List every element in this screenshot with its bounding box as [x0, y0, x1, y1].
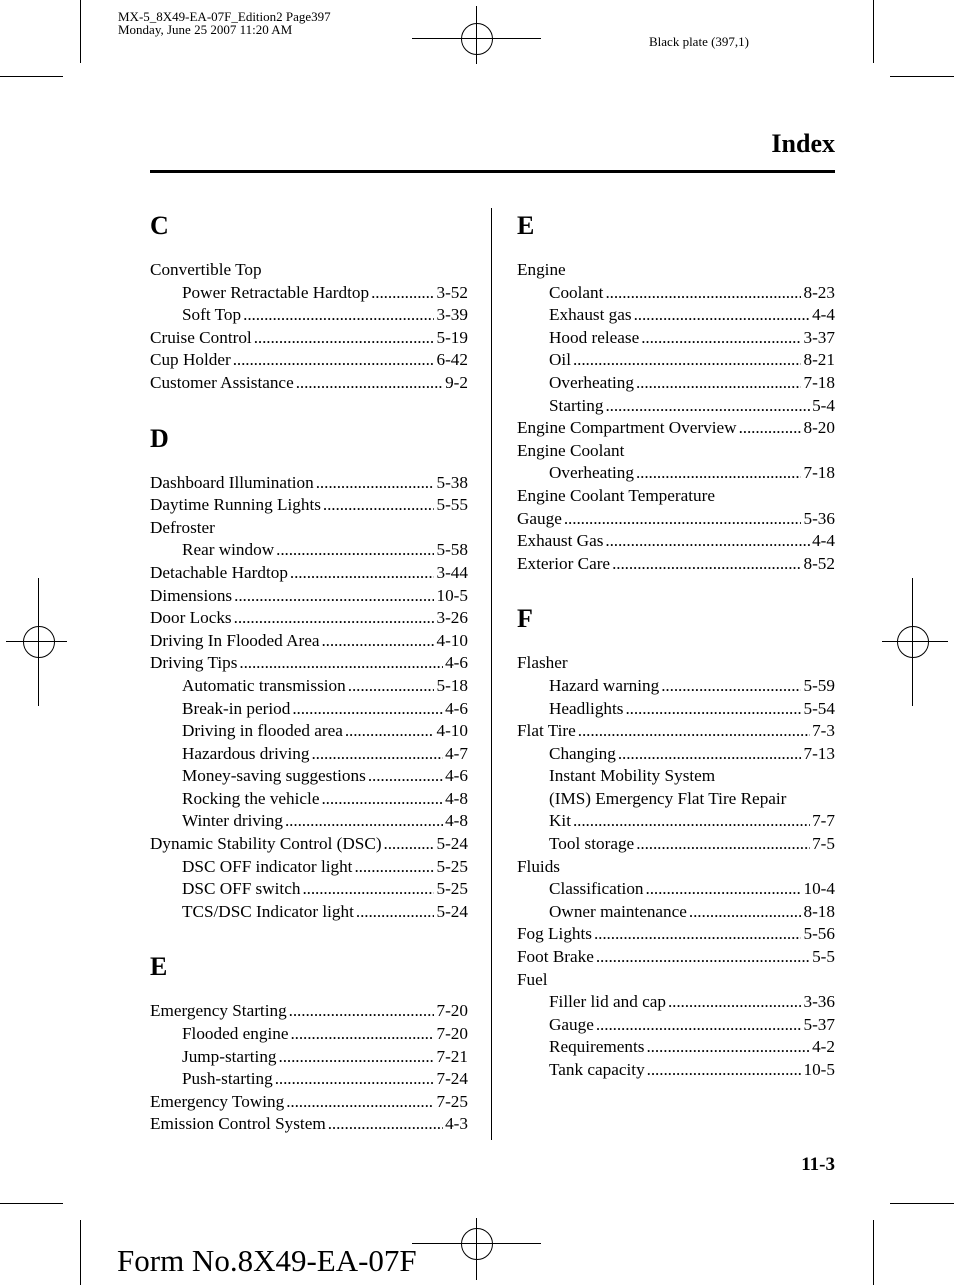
entry-term: Coolant [549, 282, 604, 302]
dot-leader [286, 1091, 434, 1114]
entry-page: 7-21 [436, 1046, 468, 1066]
dot-leader [636, 372, 802, 395]
entry-term: Automatic transmission [182, 675, 346, 695]
index-subentry [150, 304, 468, 327]
section-letter: D [150, 423, 169, 453]
entry-term: Power Retractable Hardtop [182, 282, 370, 302]
entry-page: 4-3 [445, 1114, 468, 1134]
entry-page: 7-5 [812, 834, 835, 854]
entry-page: 5-59 [803, 675, 835, 695]
entry-term: Driving Tips [150, 653, 238, 673]
entry-page: 7-7 [812, 811, 835, 831]
dot-leader [279, 1046, 435, 1069]
entry-page: 7-18 [803, 372, 835, 392]
index-entry [517, 946, 835, 969]
dot-leader [646, 878, 802, 901]
section-gap [150, 923, 468, 949]
index-entry [150, 1091, 468, 1114]
entry-term: Fog Lights [517, 924, 592, 944]
entry-page: 3-52 [436, 282, 468, 302]
entry-term: Cruise Control [150, 327, 252, 347]
index-entry [150, 517, 468, 540]
entry-term: Push-starting [182, 1069, 273, 1089]
entry-page: 5-54 [803, 698, 835, 718]
dot-leader [354, 856, 434, 879]
index-entry [517, 530, 835, 553]
dot-leader [625, 698, 801, 721]
dot-leader [328, 1113, 443, 1136]
dot-leader [739, 417, 802, 440]
dot-leader [564, 508, 802, 531]
entry-page: 3-37 [803, 327, 835, 347]
index-subentry [517, 327, 835, 350]
dot-leader [292, 698, 443, 721]
entry-term: Jump-starting [182, 1046, 277, 1066]
index-subentry [517, 698, 835, 721]
index-subentry [517, 743, 835, 766]
index-subentry [150, 282, 468, 305]
plate-label: Black plate (397,1) [649, 34, 749, 49]
title-rule [150, 170, 835, 173]
index-subentry [517, 788, 835, 811]
entry-term: Rocking the vehicle [182, 788, 320, 808]
index-entry [517, 652, 835, 675]
entry-page: 5-24 [436, 834, 468, 854]
entry-page: 4-6 [445, 766, 468, 786]
index-subentry [150, 878, 468, 901]
entry-page: 4-6 [445, 698, 468, 718]
entry-term: Exterior Care [517, 553, 611, 573]
dot-leader [368, 765, 443, 788]
entry-page: 4-4 [812, 305, 835, 325]
entry-page: 4-6 [445, 653, 468, 673]
index-subentry [150, 1046, 468, 1069]
entry-page: 5-18 [436, 675, 468, 695]
index-subentry [517, 675, 835, 698]
entry-page: 7-25 [436, 1091, 468, 1111]
index-entry [150, 472, 468, 495]
index-subentry [517, 395, 835, 418]
dot-leader [634, 304, 810, 327]
entry-term: Flasher [517, 653, 568, 673]
index-column-right [517, 208, 835, 1082]
entry-page: 4-4 [812, 531, 835, 551]
entry-term: Owner maintenance [549, 901, 687, 921]
entry-term: Instant Mobility System [549, 766, 716, 786]
entry-term: Detachable Hardtop [150, 562, 288, 582]
page-number: 11-3 [801, 1154, 835, 1175]
entry-term: Overheating [549, 372, 634, 392]
entry-page: 5-5 [812, 947, 835, 967]
slug-file-line: MX-5_8X49-EA-07F_Edition2 Page397 [118, 9, 331, 24]
index-subentry [517, 991, 835, 1014]
entry-term: Hazard warning [549, 675, 660, 695]
entry-term: Soft Top [182, 305, 242, 325]
entry-term: Engine Coolant Temperature [517, 485, 715, 505]
entry-term: Headlights [549, 698, 624, 718]
entry-page: 3-36 [803, 992, 835, 1012]
entry-term: Daytime Running Lights [150, 495, 321, 515]
entry-term: Flooded engine [182, 1024, 289, 1044]
index-entry [150, 494, 468, 517]
dot-leader [316, 472, 435, 495]
dot-leader [234, 607, 435, 630]
entry-term: Gauge [517, 508, 562, 528]
dot-leader [573, 349, 802, 372]
entry-page: 5-56 [803, 924, 835, 944]
entry-term: Hood release [549, 327, 640, 347]
dot-leader [356, 901, 435, 924]
entry-term: Dashboard Illumination [150, 472, 314, 492]
entry-page: 3-44 [436, 562, 468, 582]
dot-leader [371, 282, 434, 305]
entry-term: Gauge [549, 1014, 594, 1034]
dot-leader [647, 1059, 802, 1082]
index-entry [150, 585, 468, 608]
entry-term: DSC OFF indicator light [182, 856, 353, 876]
entry-term: Classification [549, 879, 644, 899]
dot-leader [243, 304, 434, 327]
index-subentry [517, 1036, 835, 1059]
entry-term: Kit [549, 811, 571, 831]
column-divider [491, 208, 492, 1140]
entry-term: Flat Tire [517, 721, 576, 741]
entry-page: 4-2 [812, 1037, 835, 1057]
index-subentry [517, 810, 835, 833]
entry-page: 5-25 [436, 879, 468, 899]
index-subentry [517, 372, 835, 395]
entry-page: 4-10 [436, 721, 468, 741]
entry-page: 7-20 [436, 1024, 468, 1044]
dot-leader [239, 652, 443, 675]
entry-page: 8-52 [803, 553, 835, 573]
dot-leader [348, 675, 435, 698]
dot-leader [323, 494, 435, 517]
dot-leader [605, 282, 801, 305]
entry-term: Fuel [517, 969, 548, 989]
dot-leader [302, 878, 434, 901]
entry-term: Exhaust Gas [517, 531, 604, 551]
index-subentry [150, 1023, 468, 1046]
index-entry [517, 553, 835, 576]
index-entry [517, 508, 835, 531]
index-entry [150, 833, 468, 856]
entry-term: (IMS) Emergency Flat Tire Repair [549, 788, 787, 808]
index-entry [150, 349, 468, 372]
dot-leader [321, 788, 443, 811]
entry-term: Engine [517, 260, 566, 279]
index-entry [150, 630, 468, 653]
entry-term: Requirements [549, 1037, 645, 1057]
section-letter: C [150, 211, 169, 240]
dot-leader [285, 810, 443, 833]
entry-term: Starting [549, 395, 604, 415]
dot-leader [618, 743, 802, 766]
dot-leader [596, 1014, 802, 1037]
dot-leader [321, 630, 434, 653]
entry-term: Rear window [182, 540, 275, 560]
index-subentry [150, 539, 468, 562]
entry-page: 8-23 [803, 282, 835, 302]
dot-leader [578, 720, 810, 743]
dot-leader [345, 720, 435, 743]
entry-page: 5-4 [812, 395, 835, 415]
entry-term: Engine Compartment Overview [517, 418, 737, 438]
dot-leader [234, 585, 434, 608]
dot-leader [605, 395, 810, 418]
entry-term: Hazardous driving [182, 743, 310, 763]
entry-page: 10-5 [436, 585, 468, 605]
section-gap [150, 395, 468, 421]
entry-page: 5-37 [803, 1014, 835, 1034]
index-entry [150, 652, 468, 675]
entry-page: 7-18 [803, 463, 835, 483]
entry-term: DSC OFF switch [182, 879, 301, 899]
dot-leader [254, 327, 435, 350]
dot-leader [646, 1036, 810, 1059]
entry-page: 5-36 [803, 508, 835, 528]
index-subentry [517, 304, 835, 327]
entry-page: 5-25 [436, 856, 468, 876]
index-subentry [150, 698, 468, 721]
index-subentry [517, 765, 835, 788]
entry-term: Break-in period [182, 698, 291, 718]
index-entry [517, 485, 835, 508]
entry-page: 3-26 [436, 608, 468, 628]
entry-page: 5-38 [436, 472, 468, 492]
entry-page: 5-55 [436, 495, 468, 515]
entry-term: Emission Control System [150, 1114, 326, 1134]
slug-date-line: Monday, June 25 2007 11:20 AM [118, 22, 293, 37]
index-subentry [517, 462, 835, 485]
entry-term: TCS/DSC Indicator light [182, 901, 354, 921]
entry-term: Tank capacity [549, 1060, 645, 1079]
dot-leader [290, 562, 435, 585]
page-title: Index [771, 129, 835, 158]
dot-leader [384, 833, 435, 856]
entry-page: 7-20 [436, 1001, 468, 1021]
index-subentry [150, 788, 468, 811]
entry-page: 10-4 [803, 879, 835, 899]
entry-page: 7-13 [803, 743, 835, 763]
dot-leader [636, 833, 810, 856]
entry-page: 4-8 [445, 788, 468, 808]
section-letter: E [150, 952, 168, 982]
form-number: Form No.8X49-EA-07F [117, 1243, 417, 1278]
entry-page: 4-8 [445, 811, 468, 831]
index-subentry [517, 833, 835, 856]
entry-term: Oil [549, 350, 571, 370]
section-letter: E [517, 211, 535, 240]
index-entry [150, 259, 468, 282]
entry-term: Dimensions [150, 585, 233, 605]
dot-leader [641, 327, 801, 350]
index-subentry [517, 1059, 835, 1082]
entry-term: Defroster [150, 517, 215, 537]
index-subentry [517, 878, 835, 901]
index-subentry [150, 901, 468, 924]
entry-term: Driving in flooded area [182, 721, 343, 741]
section-letter: F [517, 604, 533, 634]
index-subentry [517, 282, 835, 305]
index-column-left [150, 208, 468, 1136]
entry-term: Dynamic Stability Control (DSC) [150, 834, 382, 854]
index-entry [517, 720, 835, 743]
entry-term: Engine Coolant [517, 440, 625, 460]
entry-term: Overheating [549, 463, 634, 483]
dot-leader [311, 743, 443, 766]
dot-leader [668, 991, 802, 1014]
entry-term: Cup Holder [150, 350, 231, 370]
entry-page: 4-10 [436, 630, 468, 650]
entry-page: 7-24 [436, 1069, 468, 1089]
entry-page: 9-2 [445, 372, 468, 392]
entry-term: Filler lid and cap [549, 992, 666, 1012]
dot-leader [636, 462, 802, 485]
index-entry [150, 372, 468, 395]
entry-term: Convertible Top [150, 260, 262, 279]
entry-page: 8-18 [803, 901, 835, 921]
index-subentry [150, 765, 468, 788]
dot-leader [605, 530, 810, 553]
dot-leader [296, 372, 443, 395]
index-entry [150, 1113, 468, 1136]
dot-leader [233, 349, 435, 372]
entry-page: 4-7 [445, 743, 468, 763]
entry-term: Money-saving suggestions [182, 766, 366, 786]
index-subentry [517, 901, 835, 924]
dot-leader [661, 675, 801, 698]
index-entry [150, 327, 468, 350]
index-subentry [150, 720, 468, 743]
dot-leader [596, 946, 810, 969]
index-entry [517, 259, 835, 282]
entry-term: Fluids [517, 856, 560, 876]
index-entry [517, 969, 835, 992]
dot-leader [275, 1068, 435, 1091]
entry-page: 5-24 [436, 901, 468, 921]
entry-page: 3-39 [436, 305, 468, 325]
dot-leader [573, 810, 810, 833]
entry-page: 6-42 [436, 350, 468, 370]
index-entry [517, 856, 835, 879]
index-subentry [150, 810, 468, 833]
entry-page: 5-58 [436, 540, 468, 560]
entry-term: Driving In Flooded Area [150, 630, 320, 650]
entry-page: 8-20 [803, 418, 835, 438]
dot-leader [689, 901, 802, 924]
index-entry [150, 1000, 468, 1023]
index-subentry [150, 743, 468, 766]
index-entry [517, 440, 835, 463]
entry-term: Foot Brake [517, 947, 594, 967]
section-gap [517, 575, 835, 601]
index-subentry [150, 1068, 468, 1091]
dot-leader [276, 539, 434, 562]
entry-page: 8-21 [803, 350, 835, 370]
entry-term: Emergency Towing [150, 1091, 285, 1111]
index-subentry [150, 856, 468, 879]
dot-leader [612, 553, 801, 576]
index-subentry [517, 1014, 835, 1037]
entry-term: Door Locks [150, 608, 232, 628]
dot-leader [594, 923, 802, 946]
entry-term: Emergency Starting [150, 1001, 287, 1021]
entry-term: Exhaust gas [549, 305, 632, 325]
entry-term: Tool storage [549, 834, 635, 854]
index-subentry [517, 349, 835, 372]
entry-page: 5-19 [436, 327, 468, 347]
index-entry [150, 562, 468, 585]
entry-term: Winter driving [182, 811, 283, 831]
dot-leader [289, 1000, 435, 1023]
index-subentry [150, 675, 468, 698]
dot-leader [290, 1023, 434, 1046]
entry-page: 7-3 [812, 721, 835, 741]
entry-term: Changing [549, 743, 616, 763]
index-entry [150, 607, 468, 630]
index-entry [517, 417, 835, 440]
index-entry [517, 923, 835, 946]
entry-term: Customer Assistance [150, 372, 294, 392]
entry-page: 10-5 [803, 1060, 835, 1079]
